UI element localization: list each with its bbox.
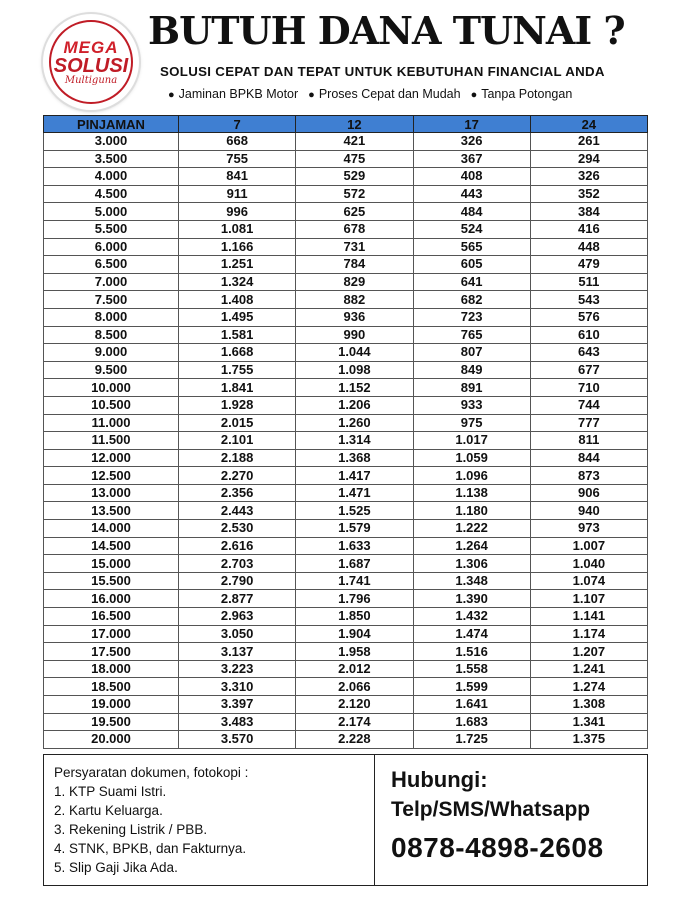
installment-cell: 1.599 bbox=[413, 678, 530, 696]
installment-cell: 668 bbox=[179, 133, 296, 151]
column-header-tenor: 17 bbox=[413, 116, 530, 133]
installment-cell: 610 bbox=[530, 326, 647, 344]
installment-cell: 443 bbox=[413, 185, 530, 203]
installment-cell: 1.841 bbox=[179, 379, 296, 397]
table-row bbox=[44, 555, 648, 573]
installment-cell: 1.348 bbox=[413, 572, 530, 590]
table-row bbox=[44, 520, 648, 538]
installment-cell: 565 bbox=[413, 238, 530, 256]
loan-amount-cell: 17.000 bbox=[44, 625, 179, 643]
installment-cell: 1.375 bbox=[530, 731, 647, 749]
installment-cell: 475 bbox=[296, 150, 413, 168]
bullet-icon: ● bbox=[308, 89, 315, 101]
contact-panel bbox=[375, 755, 647, 885]
installment-cell: 2.012 bbox=[296, 660, 413, 678]
loan-amount-cell: 8.500 bbox=[44, 326, 179, 344]
loan-amount-cell: 15.000 bbox=[44, 555, 179, 573]
table-row bbox=[44, 572, 648, 590]
loan-amount-cell: 9.000 bbox=[44, 344, 179, 362]
installment-cell: 3.050 bbox=[179, 625, 296, 643]
installment-cell: 1.314 bbox=[296, 432, 413, 450]
logo-solusi-text: SOLUSI bbox=[53, 54, 129, 77]
table-row bbox=[44, 537, 648, 555]
installment-cell: 2.963 bbox=[179, 608, 296, 626]
installment-table bbox=[43, 115, 648, 749]
installment-cell: 2.188 bbox=[179, 449, 296, 467]
installment-cell: 524 bbox=[413, 220, 530, 238]
installment-cell: 1.098 bbox=[296, 361, 413, 379]
installment-cell: 2.270 bbox=[179, 467, 296, 485]
loan-amount-cell: 18.000 bbox=[44, 660, 179, 678]
installment-cell: 408 bbox=[413, 168, 530, 186]
logo-multiguna-text: Multiguna bbox=[64, 74, 118, 86]
installment-cell: 1.096 bbox=[413, 467, 530, 485]
installment-cell: 1.017 bbox=[413, 432, 530, 450]
requirement-item: 4. STNK, BPKB, dan Fakturnya. bbox=[54, 841, 247, 856]
installment-cell: 421 bbox=[296, 133, 413, 151]
loan-amount-cell: 5.000 bbox=[44, 203, 179, 221]
installment-cell: 755 bbox=[179, 150, 296, 168]
installment-cell: 882 bbox=[296, 291, 413, 309]
installment-cell: 1.251 bbox=[179, 256, 296, 274]
installment-cell: 367 bbox=[413, 150, 530, 168]
installment-cell: 1.558 bbox=[413, 660, 530, 678]
installment-cell: 744 bbox=[530, 396, 647, 414]
loan-amount-cell: 17.500 bbox=[44, 643, 179, 661]
table-row bbox=[44, 185, 648, 203]
installment-cell: 2.443 bbox=[179, 502, 296, 520]
requirement-item: 1. KTP Suami Istri. bbox=[54, 784, 167, 799]
table-row bbox=[44, 713, 648, 731]
installment-cell: 2.015 bbox=[179, 414, 296, 432]
installment-cell: 849 bbox=[413, 361, 530, 379]
installment-cell: 1.264 bbox=[413, 537, 530, 555]
installment-cell: 1.668 bbox=[179, 344, 296, 362]
installment-cell: 1.138 bbox=[413, 484, 530, 502]
installment-cell: 2.174 bbox=[296, 713, 413, 731]
feature-item bbox=[168, 87, 298, 101]
table-row bbox=[44, 273, 648, 291]
installment-cell: 933 bbox=[413, 396, 530, 414]
installment-cell: 1.579 bbox=[296, 520, 413, 538]
loan-amount-cell: 4.000 bbox=[44, 168, 179, 186]
installment-cell: 1.081 bbox=[179, 220, 296, 238]
installment-cell: 1.904 bbox=[296, 625, 413, 643]
requirements-panel bbox=[44, 755, 375, 885]
table-row bbox=[44, 590, 648, 608]
installment-cell: 605 bbox=[413, 256, 530, 274]
loan-amount-cell: 12.000 bbox=[44, 449, 179, 467]
bullet-icon: ● bbox=[168, 89, 175, 101]
installment-cell: 384 bbox=[530, 203, 647, 221]
installment-cell: 1.683 bbox=[413, 713, 530, 731]
installment-cell: 3.397 bbox=[179, 696, 296, 714]
installment-cell: 1.390 bbox=[413, 590, 530, 608]
table-row bbox=[44, 643, 648, 661]
table-row bbox=[44, 414, 648, 432]
installment-cell: 3.137 bbox=[179, 643, 296, 661]
installment-cell: 710 bbox=[530, 379, 647, 397]
installment-cell: 807 bbox=[413, 344, 530, 362]
installment-cell: 990 bbox=[296, 326, 413, 344]
column-header-tenor: 7 bbox=[179, 116, 296, 133]
table-row bbox=[44, 256, 648, 274]
installment-cell: 261 bbox=[530, 133, 647, 151]
table-row bbox=[44, 361, 648, 379]
installment-cell: 841 bbox=[179, 168, 296, 186]
installment-cell: 625 bbox=[296, 203, 413, 221]
installment-cell: 1.308 bbox=[530, 696, 647, 714]
loan-amount-cell: 13.000 bbox=[44, 484, 179, 502]
table-row bbox=[44, 432, 648, 450]
installment-cell: 777 bbox=[530, 414, 647, 432]
loan-amount-cell: 18.500 bbox=[44, 678, 179, 696]
installment-cell: 3.483 bbox=[179, 713, 296, 731]
installment-cell: 1.341 bbox=[530, 713, 647, 731]
installment-cell: 1.207 bbox=[530, 643, 647, 661]
installment-cell: 543 bbox=[530, 291, 647, 309]
installment-cell: 1.324 bbox=[179, 273, 296, 291]
table-row bbox=[44, 291, 648, 309]
table-row bbox=[44, 326, 648, 344]
installment-cell: 975 bbox=[413, 414, 530, 432]
table-row bbox=[44, 449, 648, 467]
installment-cell: 765 bbox=[413, 326, 530, 344]
installment-cell: 3.223 bbox=[179, 660, 296, 678]
installment-cell: 1.306 bbox=[413, 555, 530, 573]
table-row bbox=[44, 625, 648, 643]
installment-cell: 484 bbox=[413, 203, 530, 221]
installment-cell: 2.790 bbox=[179, 572, 296, 590]
loan-amount-cell: 19.000 bbox=[44, 696, 179, 714]
installment-cell: 479 bbox=[530, 256, 647, 274]
installment-cell: 682 bbox=[413, 291, 530, 309]
installment-cell: 1.525 bbox=[296, 502, 413, 520]
installment-cell: 973 bbox=[530, 520, 647, 538]
loan-amount-cell: 15.500 bbox=[44, 572, 179, 590]
installment-cell: 936 bbox=[296, 308, 413, 326]
installment-cell: 1.222 bbox=[413, 520, 530, 538]
table-row bbox=[44, 467, 648, 485]
installment-cell: 1.044 bbox=[296, 344, 413, 362]
loan-amount-cell: 6.000 bbox=[44, 238, 179, 256]
feature-text: Proses Cepat dan Mudah bbox=[318, 87, 461, 101]
contact-channels: Telp/SMS/Whatsapp bbox=[391, 798, 591, 821]
installment-cell: 2.228 bbox=[296, 731, 413, 749]
feature-list bbox=[168, 87, 572, 101]
table-row bbox=[44, 203, 648, 221]
installment-cell: 1.166 bbox=[179, 238, 296, 256]
column-header-tenor: 24 bbox=[530, 116, 647, 133]
loan-amount-cell: 9.500 bbox=[44, 361, 179, 379]
table-body bbox=[44, 133, 648, 749]
logo-mega-text: MEGA bbox=[63, 37, 119, 57]
installment-cell: 1.687 bbox=[296, 555, 413, 573]
installment-cell: 1.206 bbox=[296, 396, 413, 414]
installment-cell: 906 bbox=[530, 484, 647, 502]
table-row bbox=[44, 150, 648, 168]
loan-amount-cell: 11.000 bbox=[44, 414, 179, 432]
installment-cell: 2.101 bbox=[179, 432, 296, 450]
installment-cell: 723 bbox=[413, 308, 530, 326]
installment-cell: 1.432 bbox=[413, 608, 530, 626]
loan-amount-cell: 16.000 bbox=[44, 590, 179, 608]
table-row bbox=[44, 220, 648, 238]
installment-cell: 1.850 bbox=[296, 608, 413, 626]
installment-cell: 1.471 bbox=[296, 484, 413, 502]
installment-cell: 1.180 bbox=[413, 502, 530, 520]
logo-ring bbox=[49, 20, 133, 104]
installment-cell: 2.616 bbox=[179, 537, 296, 555]
installment-cell: 1.958 bbox=[296, 643, 413, 661]
loan-amount-cell: 5.500 bbox=[44, 220, 179, 238]
loan-amount-cell: 13.500 bbox=[44, 502, 179, 520]
installment-cell: 731 bbox=[296, 238, 413, 256]
table-row bbox=[44, 396, 648, 414]
installment-cell: 326 bbox=[413, 133, 530, 151]
loan-amount-cell: 4.500 bbox=[44, 185, 179, 203]
table-row bbox=[44, 168, 648, 186]
installment-cell: 1.417 bbox=[296, 467, 413, 485]
installment-cell: 1.495 bbox=[179, 308, 296, 326]
requirement-item: 3. Rekening Listrik / PBB. bbox=[54, 822, 208, 837]
installment-cell: 2.530 bbox=[179, 520, 296, 538]
installment-cell: 811 bbox=[530, 432, 647, 450]
loan-amount-cell: 7.000 bbox=[44, 273, 179, 291]
feature-item bbox=[308, 87, 460, 101]
installment-cell: 996 bbox=[179, 203, 296, 221]
loan-amount-cell: 6.500 bbox=[44, 256, 179, 274]
feature-text: Jaminan BPKB Motor bbox=[178, 87, 299, 101]
brand-logo bbox=[43, 14, 139, 110]
installment-cell: 844 bbox=[530, 449, 647, 467]
installment-cell: 2.120 bbox=[296, 696, 413, 714]
installment-cell: 1.755 bbox=[179, 361, 296, 379]
footer-box bbox=[43, 754, 648, 886]
contact-phone[interactable]: 0878-4898-2608 bbox=[391, 832, 604, 863]
loan-amount-cell: 14.000 bbox=[44, 520, 179, 538]
loan-amount-cell: 14.500 bbox=[44, 537, 179, 555]
table-row bbox=[44, 608, 648, 626]
table-row bbox=[44, 344, 648, 362]
headline-title: BUTUH DANA TUNAI ? bbox=[148, 8, 625, 53]
loan-amount-cell: 19.500 bbox=[44, 713, 179, 731]
installment-cell: 448 bbox=[530, 238, 647, 256]
table-header-row bbox=[44, 116, 648, 133]
installment-cell: 1.174 bbox=[530, 625, 647, 643]
table-row bbox=[44, 660, 648, 678]
table-row bbox=[44, 731, 648, 749]
table-row bbox=[44, 133, 648, 151]
column-header-tenor: 12 bbox=[296, 116, 413, 133]
installment-cell: 511 bbox=[530, 273, 647, 291]
installment-cell: 294 bbox=[530, 150, 647, 168]
requirement-item: 2. Kartu Keluarga. bbox=[54, 803, 163, 818]
requirement-item: 5. Slip Gaji Jika Ada. bbox=[54, 860, 178, 875]
loan-amount-cell: 8.000 bbox=[44, 308, 179, 326]
installment-cell: 2.703 bbox=[179, 555, 296, 573]
installment-cell: 940 bbox=[530, 502, 647, 520]
installment-cell: 416 bbox=[530, 220, 647, 238]
loan-amount-cell: 12.500 bbox=[44, 467, 179, 485]
installment-cell: 1.107 bbox=[530, 590, 647, 608]
column-header-loan: PINJAMAN bbox=[44, 116, 179, 133]
loan-amount-cell: 20.000 bbox=[44, 731, 179, 749]
installment-cell: 2.356 bbox=[179, 484, 296, 502]
loan-amount-cell: 3.500 bbox=[44, 150, 179, 168]
installment-cell: 1.928 bbox=[179, 396, 296, 414]
installment-cell: 678 bbox=[296, 220, 413, 238]
installment-cell: 1.474 bbox=[413, 625, 530, 643]
installment-cell: 1.408 bbox=[179, 291, 296, 309]
loan-amount-cell: 10.000 bbox=[44, 379, 179, 397]
headline-subtitle: SOLUSI CEPAT DAN TEPAT UNTUK KEBUTUHAN FINANCIAL ANDA bbox=[160, 64, 605, 79]
feature-item bbox=[471, 87, 573, 101]
installment-cell: 1.516 bbox=[413, 643, 530, 661]
installment-cell: 829 bbox=[296, 273, 413, 291]
installment-cell: 1.633 bbox=[296, 537, 413, 555]
contact-label: Hubungi: bbox=[391, 767, 488, 792]
feature-text: Tanpa Potongan bbox=[481, 87, 573, 101]
installment-cell: 3.570 bbox=[179, 731, 296, 749]
installment-cell: 891 bbox=[413, 379, 530, 397]
table-row bbox=[44, 678, 648, 696]
table-row bbox=[44, 238, 648, 256]
table-row bbox=[44, 484, 648, 502]
table-row bbox=[44, 379, 648, 397]
installment-cell: 326 bbox=[530, 168, 647, 186]
loan-amount-cell: 7.500 bbox=[44, 291, 179, 309]
installment-cell: 911 bbox=[179, 185, 296, 203]
installment-cell: 1.368 bbox=[296, 449, 413, 467]
installment-cell: 1.796 bbox=[296, 590, 413, 608]
installment-cell: 1.581 bbox=[179, 326, 296, 344]
installment-cell: 1.141 bbox=[530, 608, 647, 626]
loan-amount-cell: 10.500 bbox=[44, 396, 179, 414]
requirements-title: Persyaratan dokumen, fotokopi : bbox=[54, 765, 249, 780]
installment-cell: 3.310 bbox=[179, 678, 296, 696]
installment-cell: 1.274 bbox=[530, 678, 647, 696]
installment-cell: 1.040 bbox=[530, 555, 647, 573]
table-row bbox=[44, 308, 648, 326]
installment-cell: 677 bbox=[530, 361, 647, 379]
installment-cell: 1.152 bbox=[296, 379, 413, 397]
loan-amount-cell: 3.000 bbox=[44, 133, 179, 151]
installment-cell: 873 bbox=[530, 467, 647, 485]
installment-cell: 784 bbox=[296, 256, 413, 274]
installment-cell: 643 bbox=[530, 344, 647, 362]
installment-cell: 2.877 bbox=[179, 590, 296, 608]
installment-cell: 2.066 bbox=[296, 678, 413, 696]
installment-cell: 352 bbox=[530, 185, 647, 203]
installment-cell: 529 bbox=[296, 168, 413, 186]
installment-cell: 1.059 bbox=[413, 449, 530, 467]
installment-cell: 641 bbox=[413, 273, 530, 291]
installment-cell: 1.074 bbox=[530, 572, 647, 590]
installment-cell: 1.641 bbox=[413, 696, 530, 714]
bullet-icon: ● bbox=[470, 89, 478, 101]
table-row bbox=[44, 502, 648, 520]
installment-cell: 1.007 bbox=[530, 537, 647, 555]
loan-amount-cell: 11.500 bbox=[44, 432, 179, 450]
installment-cell: 1.725 bbox=[413, 731, 530, 749]
table-row bbox=[44, 696, 648, 714]
loan-amount-cell: 16.500 bbox=[44, 608, 179, 626]
installment-cell: 1.241 bbox=[530, 660, 647, 678]
installment-cell: 576 bbox=[530, 308, 647, 326]
installment-cell: 1.260 bbox=[296, 414, 413, 432]
installment-cell: 1.741 bbox=[296, 572, 413, 590]
installment-cell: 572 bbox=[296, 185, 413, 203]
